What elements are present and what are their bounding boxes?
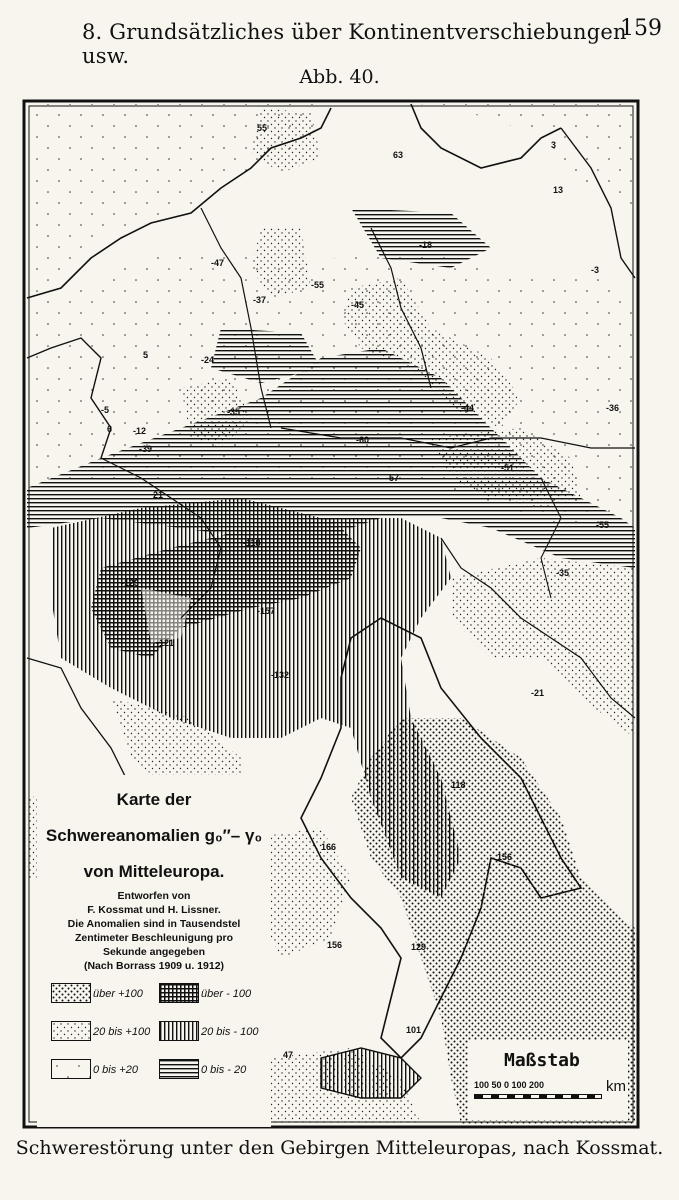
map-label: 156 [327,940,343,950]
map-label: -18 [419,240,433,250]
map-label: -37 [253,295,267,305]
map-label: 118 [451,780,466,790]
map-label: -35 [227,407,241,417]
map-label: 156 [497,852,513,862]
swatch-vertical-lines-icon [159,1021,199,1041]
scale-ticks: 100 50 0 100 200 [474,1080,545,1090]
swatch-horizontal-lines-icon [159,1059,199,1079]
map-label: -60 [356,435,370,445]
map-label: -55 [596,520,610,530]
legend-key-label: 20 bis - 100 [201,1026,259,1038]
legend-title-line1: Karte der [116,790,192,809]
map-scale [468,1040,628,1120]
legend-author-line1: Entworfen von [117,890,191,902]
legend-note-line3: Sekunde angegeben [102,946,206,958]
legend-note-line2: Zentimeter Beschleunigung pro [74,932,234,944]
running-title: 8. Grundsätzliches über Kontinentverschiebungen usw. [82,20,627,68]
map-label: -118 [243,538,261,548]
swatch-sparse-dots-icon [51,1059,91,1079]
legend-key-label: über +100 [93,988,143,1000]
legend-title-line3: von Mitteleuropa. [83,862,225,881]
map-label: -39 [139,444,153,454]
map-label: -24 [201,355,215,365]
running-header [0,16,679,68]
map-label: -51 [501,463,515,473]
scale-unit: km [606,1078,626,1095]
map-label: 21 [153,490,164,500]
scale-title: Maßstab [504,1050,580,1071]
legend-key-label: 20 bis +100 [93,1026,151,1038]
map-label: -55 [311,280,325,290]
figure-label: Abb. 40. [299,66,380,88]
map-label: 101 [406,1025,422,1035]
legend-key-label: 0 bis - 20 [201,1064,247,1076]
map-label: -44 [461,403,475,413]
map-label: -121 [156,638,175,648]
map-label: 3 [551,140,557,150]
map-label: -57 [386,473,400,483]
map-label: -12 [133,426,147,436]
figure-caption: Schwerestörung unter den Gebirgen Mitteleuropas, nach Kossmat. [15,1137,664,1159]
map-label: 55 [257,123,268,133]
page-number: 159 [620,16,662,41]
legend-key-label: über - 100 [201,988,252,1000]
map-label: -21 [531,688,545,698]
swatch-crosshatch-icon [159,983,199,1003]
map-label: 63 [393,150,404,160]
map-label: -45 [351,300,365,310]
legend-note-line1: Die Anomalien sind in Tausendstel [67,918,241,930]
map-label: 129 [411,942,427,952]
swatch-fine-dots-icon [51,1021,91,1041]
map-label: -47 [211,258,225,268]
swatch-dense-dots-icon [51,983,91,1003]
map-legend [37,775,271,1127]
map-label: 13 [553,185,564,195]
scale-bar [474,1094,602,1099]
map-label: -5 [101,405,110,415]
map-label: -35 [556,568,570,578]
map-label: -3 [591,265,600,275]
map-label: -129 [121,578,140,588]
legend-author-line2: F. Kossmat und H. Lissner. [87,904,221,916]
map-label: -36 [606,403,620,413]
map-label: 47 [283,1050,294,1060]
legend-title-line2: Schwereanomalien g₀″– γ₀ [45,826,263,845]
map-label: -157 [257,606,276,616]
map-label: 6 [107,424,113,434]
map-label: 166 [321,842,337,852]
legend-key-label: 0 bis +20 [93,1064,138,1076]
legend-note-line4: (Nach Borrass 1909 u. 1912) [83,960,225,972]
map-label: 5 [143,350,149,360]
map-label: -132 [271,670,290,680]
